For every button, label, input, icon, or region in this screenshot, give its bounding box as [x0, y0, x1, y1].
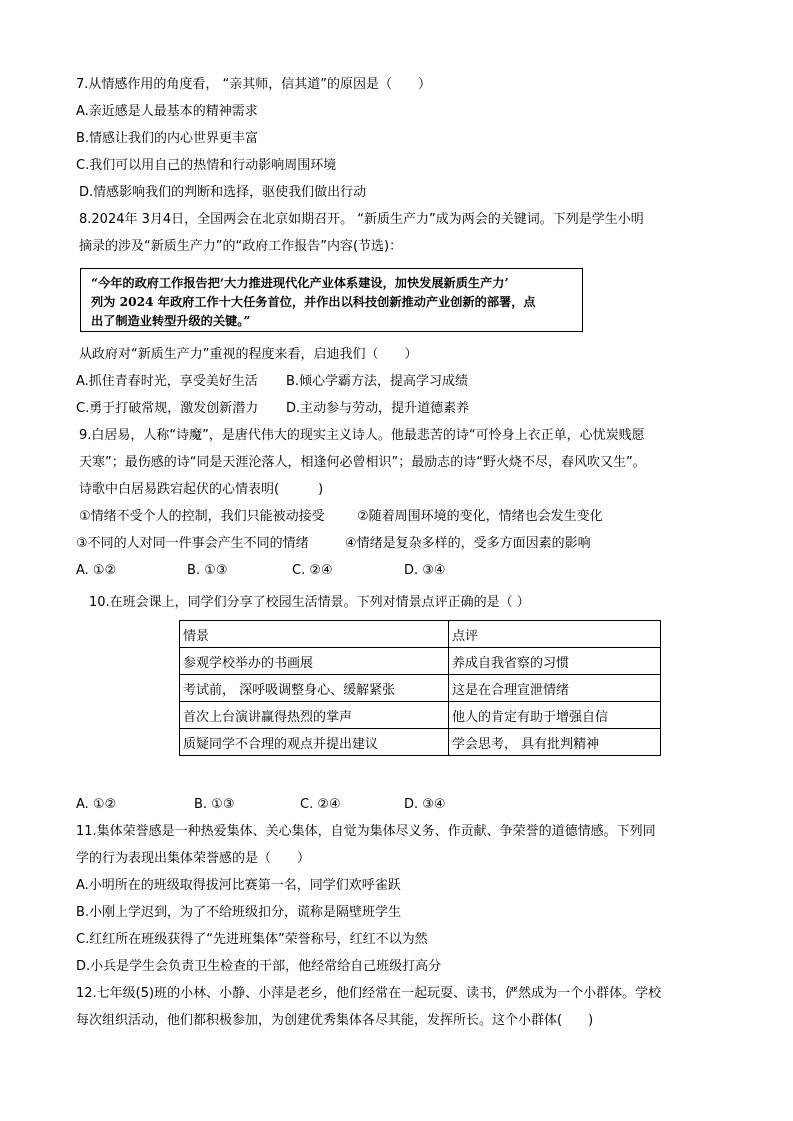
q11-option-b: B.小刚上学迟到，为了不给班级扣分，谎称是隔壁班学生 [76, 905, 402, 920]
q7-option-c: C.我们可以用自己的热情和行动影响周围环境 [76, 158, 337, 173]
q10-choice-b: B. ①③ [194, 797, 235, 812]
q10-scenario-table [179, 620, 661, 756]
q8-quote-line2: 列为 2024 年政府工作十大任务首位，并作出以科技创新推动产业创新的部署，点 [91, 295, 536, 309]
table-cell: 养成自我省察的习惯 [449, 648, 661, 675]
table-cell: 质疑同学不合理的观点并提出建议 [180, 729, 449, 756]
q9-item-2: ②随着周围环境的变化，情绪也会发生变化 [357, 509, 603, 524]
table-header-row [180, 621, 661, 648]
q12-stem-line1: 12.七年级(5)班的小林、小静、小萍是老乡，他们经常在一起玩耍、读书，俨然成为一个小群体。学校 [76, 986, 662, 1001]
q12-stem-line2: 每次组织活动，他们都积极参加，为创建优秀集体各尽其能，发挥所长。这个小群体( ) [76, 1013, 594, 1028]
table-row [180, 648, 661, 675]
q9-choice-d: D. ③④ [404, 563, 446, 578]
table-row [180, 702, 661, 729]
q8-option-c: C.勇于打破常规，激发创新潜力 [76, 401, 259, 416]
q8-stem-line1: 8.2024年 3月4日，全国两会在北京如期召开。 “新质生产力”成为两会的关键词。下列是学生小明 [79, 212, 644, 227]
table-cell: 学会思考， 具有批判精神 [449, 729, 661, 756]
table-header-scenario: 情景 [180, 621, 449, 648]
table-row [180, 729, 661, 756]
table-cell: 首次上台演讲赢得热烈的掌声 [180, 702, 449, 729]
q8-quote-line1: “今年的政府工作报告把‘大力推进现代化产业体系建设，加快发展新质生产力’ [91, 276, 509, 290]
q8-option-b: B.倾心学霸方法，提高学习成绩 [286, 374, 469, 389]
q9-item-3: ③不同的人对同一件事会产生不同的情绪 [76, 536, 309, 551]
table-header-comment: 点评 [449, 621, 661, 648]
q10-stem: 10.在班会课上，同学们分享了校园生活情景。下列对情景点评正确的是（ ） [89, 595, 530, 610]
q8-option-a: A.抓住青春时光，享受美好生活 [76, 374, 258, 389]
q9-choice-a: A. ①② [76, 563, 117, 578]
q10-choice-d: D. ③④ [404, 797, 446, 812]
q9-choice-c: C. ②④ [292, 563, 333, 578]
table-cell: 这是在合理宣泄情绪 [449, 675, 661, 702]
q11-option-d: D.小兵是学生会负责卫生检查的干部，他经常给自己班级打高分 [76, 959, 442, 974]
q10-choice-a: A. ①② [76, 797, 117, 812]
q11-option-c: C.红红所在班级获得了“先进班集体”荣誉称号，红红不以为然 [76, 932, 428, 947]
q8-quote-box [80, 268, 583, 332]
q7-option-a: A.亲近感是人最基本的精神需求 [76, 104, 258, 119]
q9-item-1: ①情绪不受个人的控制，我们只能被动接受 [79, 509, 325, 524]
q9-choice-b: B. ①③ [187, 563, 228, 578]
q9-stem-line2: 天寒”；最伤感的诗“同是天涯沦落人，相逢何必曾相识”；最励志的诗“野火烧不尽，春风吹又生”。 [79, 455, 646, 470]
q8-quote-line3: 出了制造业转型升级的关键。” [91, 314, 251, 328]
q10-choice-c: C. ②④ [300, 797, 341, 812]
table-cell: 参观学校举办的书画展 [180, 648, 449, 675]
q8-question: 从政府对“新质生产力”重视的程度来看，启迪我们（ ） [79, 347, 418, 362]
q9-item-4: ④情绪是复杂多样的，受多方面因素的影响 [345, 536, 591, 551]
q11-option-a: A.小明所在的班级取得拔河比赛第一名，同学们欢呼雀跃 [76, 878, 401, 893]
q9-stem-line1: 9.白居易，人称“诗魔”，是唐代伟大的现实主义诗人。他最悲苦的诗“可怜身上衣正单，心忧炭贱愿 [79, 428, 645, 443]
q7-option-d: D.情感影响我们的判断和选择，驱使我们做出行动 [79, 185, 367, 200]
q7-stem: 7.从情感作用的角度看， “亲其师，信其道”的原因是（ ） [76, 77, 432, 92]
q8-stem-line2: 摘录的涉及“新质生产力”的“政府工作报告”内容(节选)： [79, 239, 403, 254]
q9-stem-line3: 诗歌中白居易跌宕起伏的心情表明( ) [79, 482, 324, 497]
table-cell: 他人的肯定有助于增强自信 [449, 702, 661, 729]
q11-stem-line1: 11.集体荣誉感是一种热爱集体、关心集体，自觉为集体尽义务、作贡献、争荣誉的道德情感。下列同 [76, 824, 656, 839]
q7-option-b: B.情感让我们的内心世界更丰富 [76, 131, 259, 146]
q11-stem-line2: 学的行为表现出集体荣誉感的是（ ） [76, 851, 311, 866]
q8-option-d: D.主动参与劳动，提升道德素养 [286, 401, 470, 416]
table-row [180, 675, 661, 702]
table-cell: 考试前， 深呼吸调整身心、缓解紧张 [180, 675, 449, 702]
